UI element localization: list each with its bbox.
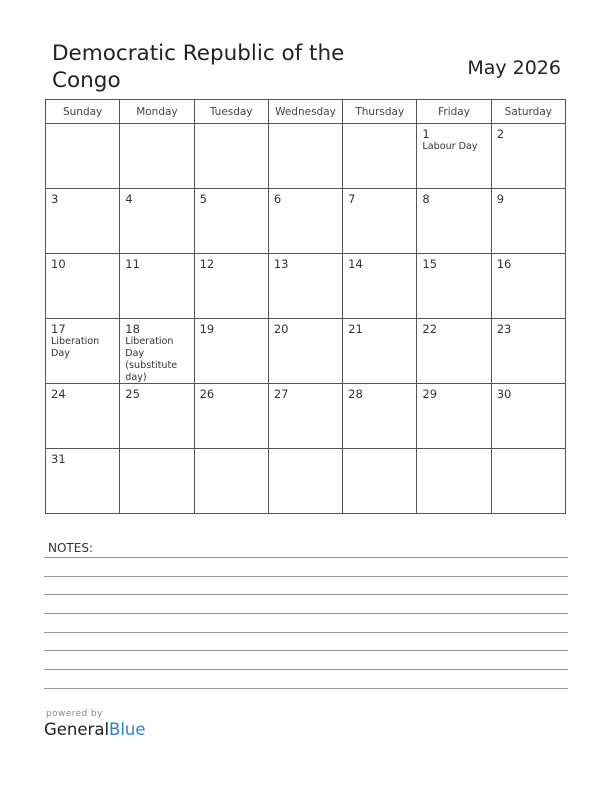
day-cell [194, 254, 268, 319]
day-number: 20 [273, 322, 289, 336]
day-cell [491, 189, 565, 254]
day-cell [343, 189, 417, 254]
day-number: 8 [422, 192, 430, 206]
day-number: 30 [496, 387, 512, 401]
day-number: 4 [125, 192, 133, 206]
day-cell [491, 124, 565, 189]
day-number: 22 [422, 322, 438, 336]
day-cell [46, 189, 120, 254]
day-number: 14 [348, 257, 363, 271]
empty-day-cell [491, 449, 565, 514]
day-cell [491, 384, 565, 449]
weekday-wednesday: Wednesday [268, 100, 342, 124]
holiday-label: Labour Day [422, 141, 478, 152]
note-line [44, 632, 568, 633]
day-cell [417, 384, 491, 449]
weekday-sunday: Sunday [46, 100, 120, 124]
note-line [44, 613, 568, 614]
day-number: 13 [273, 257, 289, 271]
empty-day-cell [268, 124, 342, 189]
page-title: Democratic Republic of the Congo [52, 41, 345, 93]
week-row [46, 189, 566, 254]
weekday-header-row [46, 100, 566, 124]
day-cell [268, 189, 342, 254]
note-line [44, 669, 568, 670]
day-number: 18 [125, 322, 140, 336]
day-cell [417, 254, 491, 319]
day-cell [46, 384, 120, 449]
empty-day-cell [194, 124, 268, 189]
day-number: 16 [496, 257, 512, 271]
day-cell [46, 449, 120, 514]
day-number: 11 [125, 257, 140, 271]
notes-label: NOTES: [48, 541, 93, 555]
day-number: 9 [496, 192, 505, 206]
month-label: May 2026 [467, 57, 561, 79]
day-number: 2 [496, 127, 505, 141]
day-cell [268, 254, 342, 319]
empty-day-cell [46, 124, 120, 189]
day-cell [120, 254, 194, 319]
brand-general: General [44, 720, 110, 739]
powered-by-text: powered by [46, 709, 103, 719]
weekday-saturday: Saturday [491, 100, 565, 124]
day-number: 25 [125, 387, 140, 401]
note-line [44, 650, 568, 651]
note-line [44, 594, 568, 595]
day-number: 21 [348, 322, 363, 336]
week-row [46, 319, 566, 384]
day-cell [120, 384, 194, 449]
note-line [44, 576, 568, 577]
day-number: 6 [273, 192, 282, 206]
day-cell [46, 254, 120, 319]
weekday-thursday: Thursday [343, 100, 417, 124]
holiday-label: Liberation Day (substitute day) [125, 336, 178, 383]
note-line [44, 688, 568, 689]
calendar-grid [45, 99, 566, 514]
day-number: 19 [199, 322, 215, 336]
weekday-friday: Friday [417, 100, 491, 124]
day-number: 24 [51, 387, 66, 401]
empty-day-cell [120, 124, 194, 189]
week-row [46, 124, 566, 189]
day-cell [120, 189, 194, 254]
holiday-label: Liberation Day [51, 336, 100, 359]
day-number: 28 [348, 387, 363, 401]
day-cell [120, 319, 194, 384]
week-row [46, 384, 566, 449]
day-cell [343, 319, 417, 384]
day-cell [491, 319, 565, 384]
day-cell [194, 189, 268, 254]
day-number: 5 [199, 192, 207, 206]
empty-day-cell [343, 449, 417, 514]
note-line [44, 557, 568, 558]
day-cell [46, 319, 120, 384]
empty-day-cell [120, 449, 194, 514]
day-cell [491, 254, 565, 319]
week-row [46, 254, 566, 319]
day-number: 17 [51, 322, 66, 336]
day-number: 1 [422, 127, 430, 141]
day-number: 3 [51, 192, 59, 206]
day-cell [194, 384, 268, 449]
empty-day-cell [268, 449, 342, 514]
week-row [46, 449, 566, 514]
brand-blue: Blue [109, 720, 146, 739]
day-number: 23 [496, 322, 512, 336]
day-cell [417, 319, 491, 384]
day-number: 27 [273, 387, 289, 401]
day-cell [343, 254, 417, 319]
day-number: 7 [348, 192, 356, 206]
day-number: 12 [199, 257, 215, 271]
day-number: 31 [51, 452, 66, 466]
empty-day-cell [194, 449, 268, 514]
day-cell [268, 319, 342, 384]
day-number: 29 [422, 387, 438, 401]
day-number: 10 [51, 257, 66, 271]
day-number: 15 [422, 257, 438, 271]
empty-day-cell [417, 449, 491, 514]
day-number: 26 [199, 387, 215, 401]
day-cell [417, 189, 491, 254]
day-cell [417, 124, 491, 189]
day-cell [194, 319, 268, 384]
day-cell [343, 384, 417, 449]
brand-logo [44, 720, 146, 739]
weekday-monday: Monday [120, 100, 194, 124]
day-cell [268, 384, 342, 449]
weekday-tuesday: Tuesday [194, 100, 268, 124]
empty-day-cell [343, 124, 417, 189]
